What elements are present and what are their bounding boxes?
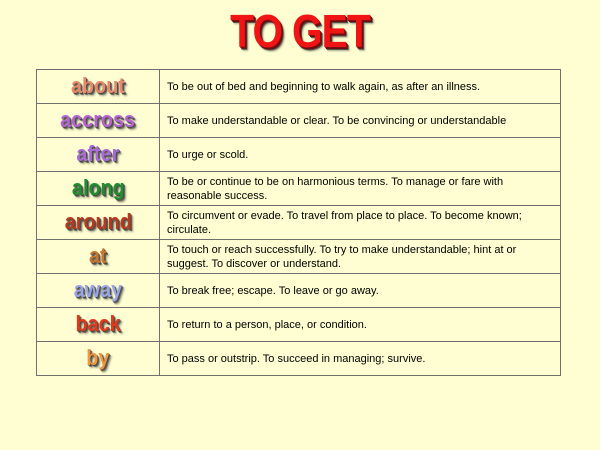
word-around: around <box>64 209 132 234</box>
definition-at: To touch or reach successfully. To try to make understandable; hint at or suggest. To discover or understand. <box>160 240 561 274</box>
table-row <box>37 274 561 308</box>
table-row <box>37 138 561 172</box>
definition-after: To urge or scold. <box>160 138 561 172</box>
table-row <box>37 342 561 376</box>
word-at: at <box>89 243 107 268</box>
definition-around: To circumvent or evade. To travel from place to place. To become known; circulate. <box>160 206 561 240</box>
word-accross: accross <box>60 107 136 132</box>
word-by: by <box>86 345 110 370</box>
phrasal-verbs-table <box>36 69 561 376</box>
table-row <box>37 240 561 274</box>
word-away: away <box>73 277 123 302</box>
word-about: about <box>71 73 125 98</box>
definition-accross: To make understandable or clear. To be convincing or understandable <box>160 104 561 138</box>
word-along: along <box>71 175 125 200</box>
definition-along: To be or continue to be on harmonious terms. To manage or fare with reasonable success. <box>160 172 561 206</box>
definition-about: To be out of bed and beginning to walk again, as after an illness. <box>160 70 561 104</box>
word-back: back <box>75 311 121 336</box>
table-row <box>37 172 561 206</box>
table-row <box>37 206 561 240</box>
page-title: TO GET <box>230 5 370 57</box>
definition-back: To return to a person, place, or condition. <box>160 308 561 342</box>
table-row <box>37 308 561 342</box>
word-after: after <box>76 141 120 166</box>
table-row <box>37 104 561 138</box>
table-row <box>37 70 561 104</box>
definition-by: To pass or outstrip. To succeed in managing; survive. <box>160 342 561 376</box>
definition-away: To break free; escape. To leave or go away. <box>160 274 561 308</box>
